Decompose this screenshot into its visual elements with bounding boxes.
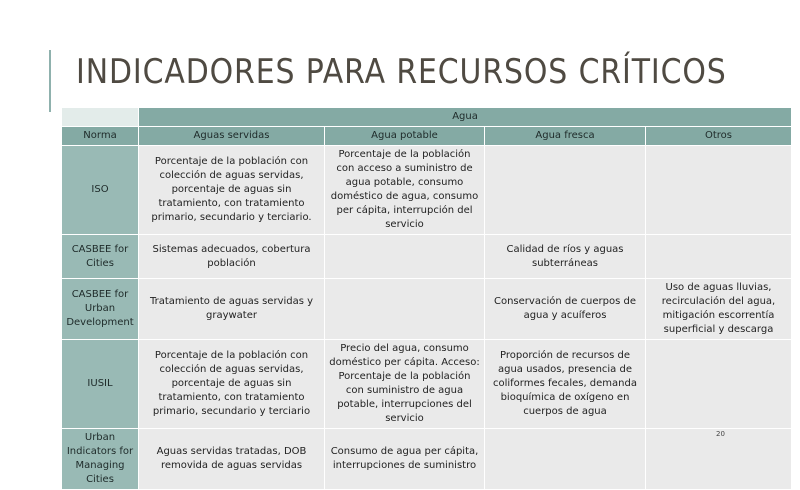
- indicators-table: [61, 107, 792, 490]
- table-cell: Porcentaje de la población con colección de aguas servidas, porcentaje de aguas sin tratamiento, con tratamiento primario, secundario y terciario: [139, 340, 325, 429]
- table-cell: Sistemas adecuados, cobertura población: [139, 235, 325, 279]
- table-cell: [485, 146, 646, 235]
- table-cell: Porcentaje de la población con acceso a suministro de agua potable, consumo doméstico de agua, consumo per cápita, interrupción del servicio: [325, 146, 485, 235]
- title-accent-line: [49, 50, 51, 112]
- table-cell: Uso de aguas lluvias, recirculación del agua, mitigación escorrentía superficial y descarga: [646, 279, 792, 340]
- table-row-casbee-cities: [62, 235, 792, 279]
- column-header-agua-fresca: Agua fresca: [485, 127, 646, 146]
- table-cell: [485, 429, 646, 490]
- table-cell: Precio del agua, consumo doméstico per cápita. Acceso: Porcentaje de la población con suministro de agua potable, interrupciones del servicio: [325, 340, 485, 429]
- table-cell: Tratamiento de aguas servidas y graywater: [139, 279, 325, 340]
- table-cell: Porcentaje de la población con colección de aguas servidas, porcentaje de aguas sin tratamiento, con tratamiento primario, secundario y terciario.: [139, 146, 325, 235]
- column-header-row: [62, 127, 792, 146]
- table-cell: [325, 235, 485, 279]
- table-cell: Calidad de ríos y aguas subterráneas: [485, 235, 646, 279]
- table-cell: Consumo de agua per cápita, interrupciones de suministro: [325, 429, 485, 490]
- norma-cell: ISO: [62, 146, 139, 235]
- table-cell: [646, 146, 792, 235]
- norma-cell: Urban Indicators for Managing Cities: [62, 429, 139, 490]
- group-header-row: [62, 108, 792, 127]
- page-number: 20: [716, 430, 725, 438]
- norma-cell: CASBEE for Cities: [62, 235, 139, 279]
- table-row-iusil: [62, 340, 792, 429]
- table-cell: [325, 279, 485, 340]
- table-row-urban-indicators: [62, 429, 792, 490]
- column-header-agua-potable: Agua potable: [325, 127, 485, 146]
- table-cell: Aguas servidas tratadas, DOB removida de aguas servidas: [139, 429, 325, 490]
- header-blank-cell: [62, 108, 139, 127]
- column-header-otros: Otros: [646, 127, 792, 146]
- column-header-norma: Norma: [62, 127, 139, 146]
- table-row-iso: [62, 146, 792, 235]
- norma-cell: CASBEE for Urban Development: [62, 279, 139, 340]
- norma-cell: IUSIL: [62, 340, 139, 429]
- column-header-aguas-servidas: Aguas servidas: [139, 127, 325, 146]
- table-cell: Conservación de cuerpos de agua y acuíferos: [485, 279, 646, 340]
- table-row-casbee-urban: [62, 279, 792, 340]
- table-cell: [646, 340, 792, 429]
- table-cell: Proporción de recursos de agua usados, presencia de coliformes fecales, demanda bioquímica de oxígeno en cuerpos de agua: [485, 340, 646, 429]
- table-cell: [646, 235, 792, 279]
- group-header-agua: Agua: [139, 108, 792, 127]
- slide-title: INDICADORES PARA RECURSOS CRÍTICOS: [76, 52, 727, 92]
